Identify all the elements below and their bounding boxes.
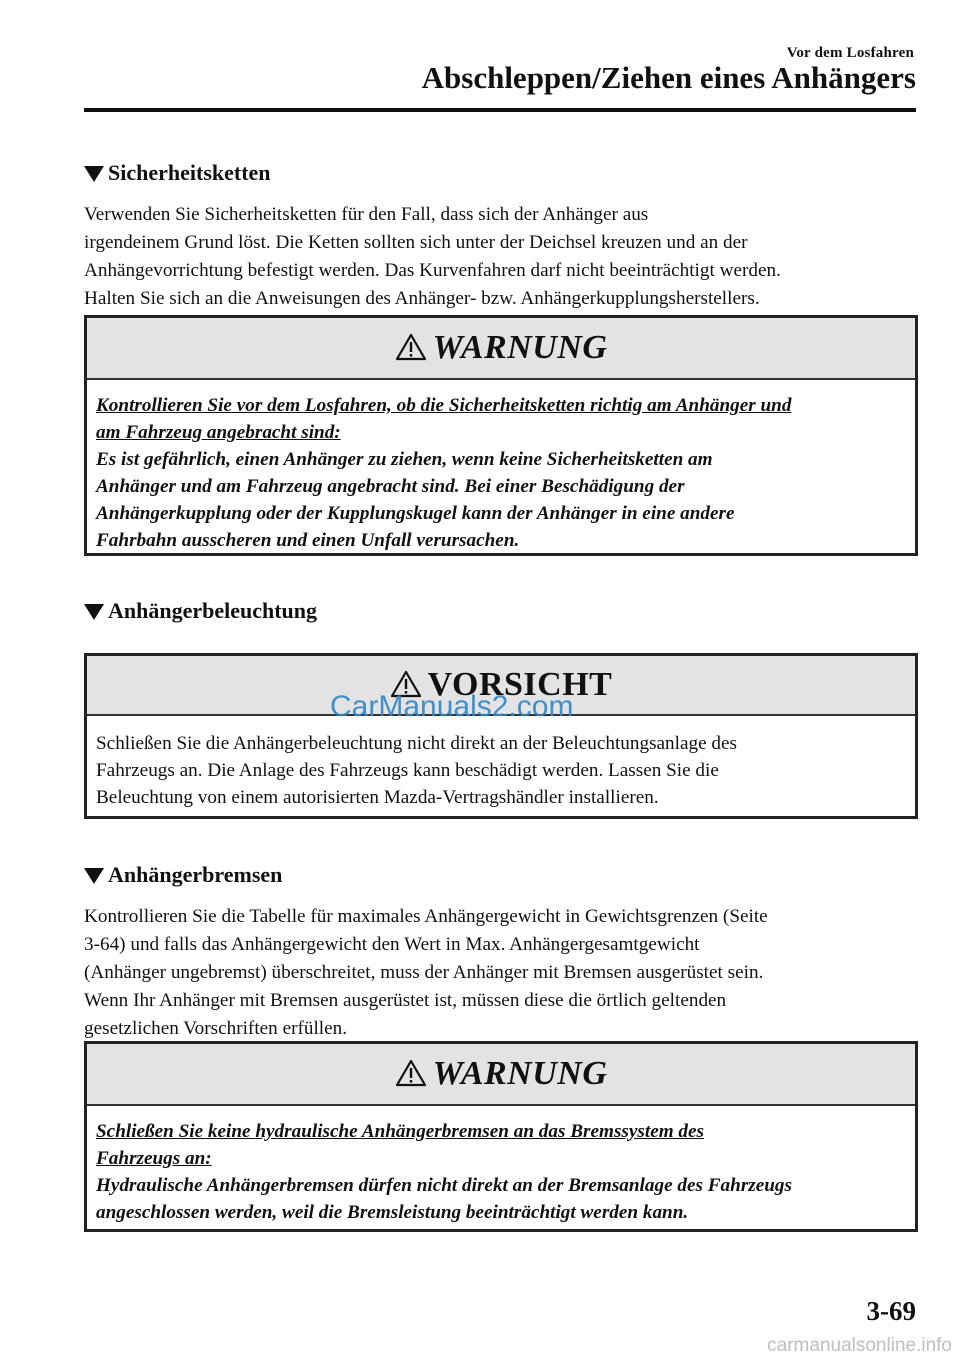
caution-text-line: Schließen Sie die Anhängerbeleuchtung nicht direkt an der Beleuchtungsanlage des <box>96 733 737 754</box>
section-title-text: Anhängerbremsen <box>108 862 283 887</box>
header-subtitle: Vor dem Losfahren <box>786 45 914 61</box>
warning-heading-line: Kontrollieren Sie vor dem Losfahren, ob die Sicherheitsketten richtig am Anhänger und <box>96 395 792 416</box>
warning-box-header <box>87 1044 915 1106</box>
triangle-bullet-icon <box>84 166 104 182</box>
triangle-bullet-icon <box>84 868 104 884</box>
warning-box-body <box>87 380 915 566</box>
section-title-text: Sicherheitsketten <box>108 160 271 185</box>
warning-heading-line: Fahrzeugs an: <box>96 1148 212 1169</box>
caution-box-lighting <box>84 653 918 819</box>
warning-heading-line: Schließen Sie keine hydraulische Anhängerbremsen an das Bremssystem des <box>96 1121 705 1142</box>
paragraph-line: Verwenden Sie Sicherheitsketten für den Fall, dass sich der Anhänger aus <box>84 204 649 225</box>
paragraph-line: Anhängevorrichtung befestigt werden. Das Kurvenfahren darf nicht beeinträchtigt werden. <box>84 260 781 281</box>
page-number: 3-69 <box>866 1296 916 1326</box>
caution-text-line: Fahrzeugs an. Die Anlage des Fahrzeugs kann beschädigt werden. Lassen Sie die <box>96 760 719 781</box>
warning-box-body <box>87 1106 915 1238</box>
paragraph-line: Kontrollieren Sie die Tabelle für maximales Anhängergewicht in Gewichtsgrenzen (Seite <box>84 906 768 927</box>
warning-text-line: Anhänger und am Fahrzeug angebracht sind. Bei einer Beschädigung der <box>96 476 685 497</box>
warning-text-line: Es ist gefährlich, einen Anhänger zu ziehen, wenn keine Sicherheitsketten am <box>96 449 713 470</box>
footer-url: carmanualsonline.info <box>767 1335 952 1356</box>
section-paragraph-anhaengerbremsen <box>84 903 920 1043</box>
caution-text-line: Beleuchtung von einem autorisierten Mazda-Vertragshändler installieren. <box>96 787 659 808</box>
paragraph-line: gesetzlichen Vorschriften erfüllen. <box>84 1018 348 1039</box>
section-title-text: Anhängerbeleuchtung <box>108 598 318 623</box>
header-rule <box>84 108 916 112</box>
warning-box-brakes <box>84 1041 918 1232</box>
caution-box-body <box>87 716 915 823</box>
paragraph-line: 3-64) und falls das Anhängergewicht den Wert in Max. Anhängergesamtgewicht <box>84 934 700 955</box>
section-title-sicherheitsketten <box>84 160 271 186</box>
section-title-anhaengerbeleuchtung <box>84 598 317 624</box>
warning-box-chains <box>84 315 918 556</box>
section-title-anhaengerbremsen <box>84 862 282 888</box>
section-paragraph-sicherheitsketten <box>84 201 920 313</box>
warning-triangle-icon <box>395 333 427 361</box>
warning-text-line: angeschlossen werden, weil die Bremsleistung beeinträchtigt werden kann. <box>96 1202 689 1223</box>
paragraph-line: Halten Sie sich an die Anweisungen des Anhänger- bzw. Anhängerkupplungsherstellers. <box>84 288 760 309</box>
caution-label: VORSICHT <box>427 666 613 703</box>
warning-text-line: Anhängerkupplung oder der Kupplungskugel kann der Anhänger in eine andere <box>96 503 735 524</box>
warning-text-line: Hydraulische Anhängerbremsen dürfen nicht direkt an der Bremsanlage des Fahrzeugs <box>96 1175 792 1196</box>
warning-triangle-icon <box>395 1059 427 1087</box>
warning-text-line: Fahrbahn ausscheren und einen Unfall verursachen. <box>96 530 520 551</box>
paragraph-line: Wenn Ihr Anhänger mit Bremsen ausgerüstet ist, müssen diese die örtlich geltenden <box>84 990 727 1011</box>
warning-heading-line: am Fahrzeug angebracht sind: <box>96 422 341 443</box>
warning-box-header <box>87 318 915 380</box>
header-title: Abschleppen/Ziehen eines Anhängers <box>421 60 916 95</box>
warning-label: WARNUNG <box>432 329 608 366</box>
warning-label: WARNUNG <box>432 1055 608 1092</box>
triangle-bullet-icon <box>84 604 104 620</box>
paragraph-line: (Anhänger ungebremst) überschreitet, muss der Anhänger mit Bremsen ausgerüstet sein. <box>84 962 764 983</box>
watermark-text: CarManuals2.com <box>330 690 574 723</box>
paragraph-line: irgendeinem Grund löst. Die Ketten sollten sich unter der Deichsel kreuzen und an der <box>84 232 748 253</box>
